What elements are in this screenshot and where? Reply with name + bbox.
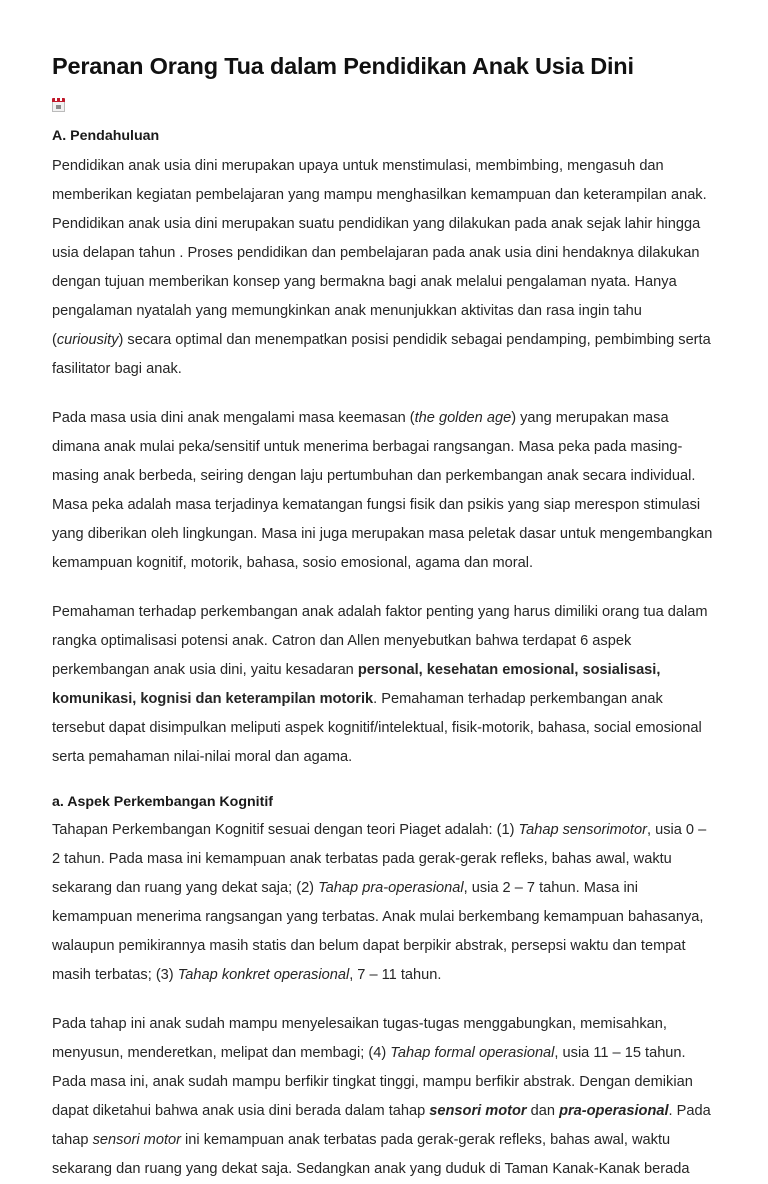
par1-text-part-1: Pendidikan anak usia dini merupakan upaya untuk menstimulasi, membimbing, mengasuh dan memberikan kegiatan pembelajaran yang mampu menghasilkan kemampuan dan keterampilan anak. Pendidikan anak usia dini merupakan suatu pendidikan yang dilakukan pada anak sejak lahir hingga usia delapan tahun . Proses pendidikan dan pembelajaran pada anak usia dini hendaknya dilakukan dengan tujuan memberikan konsep yang bermakna bagi anak melalui pengalaman nyata. Hanya pengalaman nyatalah yang memungkinkan anak menunjukkan aktivitas dan rasa ingin tahu ( <box>52 157 707 348</box>
suba-italic-tahap-konkret-operasional: Tahap konkret operasional <box>177 967 350 984</box>
suba2-text-part-2: , usia 11 – 15 tahun. Pada masa ini, anak sudah mampu berfikir tingkat tinggi, mampu berfikir abstrak. Dengan demikian dapat diketahui bahwa anak usia dini berada dalam tahap <box>52 1045 693 1120</box>
suba-italic-tahap-sensorimotor: Tahap sensorimotor <box>518 822 647 839</box>
icon-row <box>52 96 716 120</box>
page-title: Peranan Orang Tua dalam Pendidikan Anak Usia Dini <box>52 53 634 79</box>
suba2-bolditalic-sensori-motor: sensori motor <box>429 1103 527 1120</box>
suba-text-part-4: , 7 – 11 tahun. <box>349 967 442 984</box>
suba-italic-tahap-pra-operasional: Tahap pra-operasional <box>318 880 464 897</box>
par1-text-part-2: ) secara optimal dan menempatkan posisi pendidik sebagai pendamping, pembimbing serta fasilitator bagi anak. <box>52 331 711 377</box>
suba2-bolditalic-pra-operasional: pra-operasional <box>559 1103 669 1120</box>
sub1-bold-aspek-list: personal, kesehatan emosional, sosialisasi, komunikasi, kognisi dan keterampilan motorik <box>52 661 661 707</box>
suba-text-part-1: Tahapan Perkembangan Kognitif sesuai dengan teori Piaget adalah: (1) <box>52 822 519 839</box>
suba-text-part-3: , usia 2 – 7 tahun. Masa ini kemampuan menerima rangsangan yang terbatas. Anak mulai berkembang kemampuan bahasanya, walaupun pemikirannya masih statis dan belum dapat berpikir abstrak, persepsi waktu dan tempat masih terbatas; (3) <box>52 880 704 984</box>
suba2-text-part-4: . Pada tahap <box>52 1103 711 1149</box>
suba2-italic-sensori-motor: sensori motor <box>92 1132 181 1149</box>
suba2-italic-tahap-formal-operasional: Tahap formal operasional <box>390 1045 555 1062</box>
paragraph-sub1-1 <box>52 598 716 772</box>
par2-italic-golden-age: the golden age <box>414 409 512 426</box>
suba2-text-part-1: Pada tahap ini anak sudah mampu menyelesaikan tugas-tugas menggabungkan, memisahkan, menyusun, menderetkan, melipat dan membagi; (4) <box>52 1016 667 1062</box>
paragraph-suba-2 <box>52 1010 716 1184</box>
suba-text-part-2: , usia 0 – 2 tahun. Pada masa ini kemampuan anak terbatas pada gerak-gerak refleks, bahas awal, waktu sekarang dan ruang yang dekat saja; (2) <box>52 822 707 897</box>
sub1-text-part-1: Pemahaman terhadap perkembangan anak adalah faktor penting yang harus dimiliki orang tua dalam rangka optimalisasi potensi anak. Catron dan Allen menyebutkan bahwa terdapat 6 aspek perkembangan anak usia dini, yaitu kesadaran <box>52 603 708 678</box>
calendar-icon <box>52 98 65 112</box>
heading-a-pendahuluan: A. Pendahuluan <box>52 128 160 145</box>
suba2-text-part-5: ini kemampuan anak terbatas pada gerak-gerak refleks, bahas awal, waktu sekarang dan ruang yang dekat saja. Sedangkan anak yang duduk di Taman Kanak-Kanak berada <box>52 1132 690 1178</box>
heading-a-aspek-perkembangan-kognitif: a. Aspek Perkembangan Kognitif <box>52 793 274 810</box>
par2-text-part-1: Pada masa usia dini anak mengalami masa keemasan ( <box>52 409 415 426</box>
paragraph-suba-1 <box>52 816 716 990</box>
par2-text-part-2: ) yang merupakan masa dimana anak mulai peka/sensitif untuk menerima berbagai rangsangan. Masa peka pada masing-masing anak berbeda, seiring dengan laju pertumbuhan dan perkembangan anak secara individual. Masa peka adalah masa terjadinya kematangan fungsi fisik dan psikis yang siap merespon stimulasi yang diberikan oleh lingkungan. Masa ini juga merupakan masa peletak dasar untuk mengembangkan kemampuan kognitif, motorik, bahasa, sosio emosional, agama dan moral. <box>52 409 713 571</box>
suba2-text-part-3: dan <box>526 1103 560 1120</box>
paragraph-pendahuluan-2 <box>52 404 716 578</box>
par1-italic-curiousity: curiousity <box>56 331 119 348</box>
sub1-text-part-2: . Pemahaman terhadap perkembangan anak tersebut dapat disimpulkan meliputi aspek kognitif/intelektual, fisik-motorik, bahasa, social emosional serta pemahaman nilai-nilai moral dan agama. <box>52 690 702 765</box>
paragraph-pendahuluan-1 <box>52 152 716 384</box>
